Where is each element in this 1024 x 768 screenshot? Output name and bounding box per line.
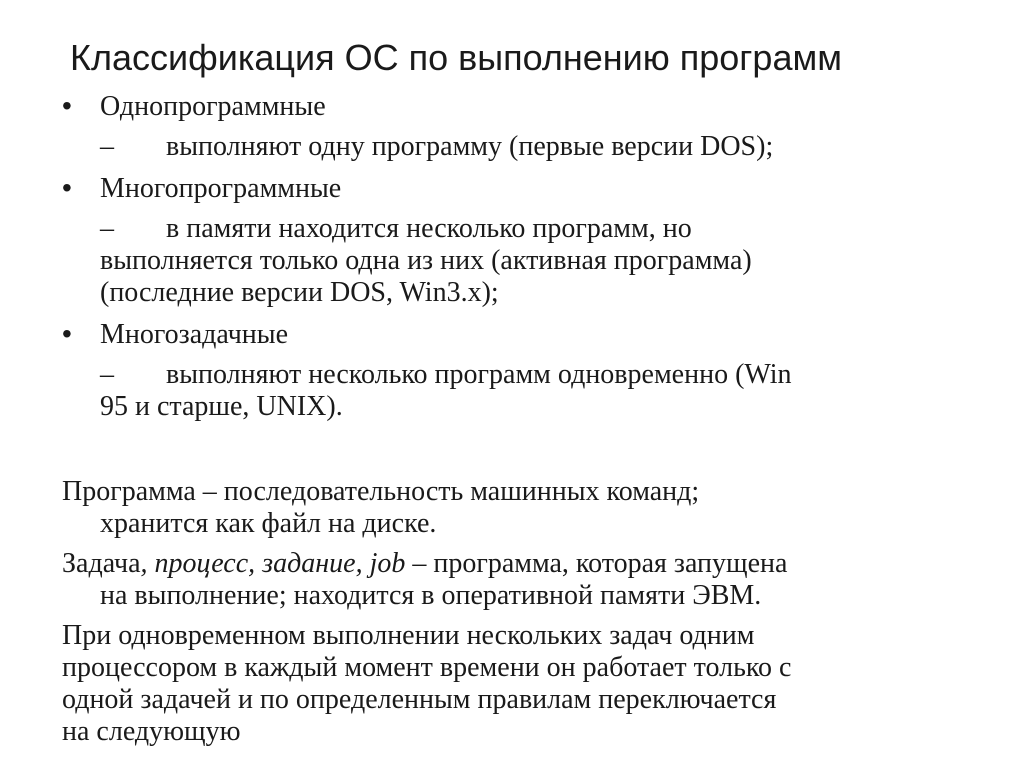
paragraph-line: процессором в каждый момент времени он работает только с [62,652,792,683]
dash-marker: – [100,213,114,244]
paragraph-line: Программа – последовательность машинных команд; [62,476,700,507]
bullet-label: Многопрограммные [100,173,342,204]
term-separator: , [355,548,370,579]
bullet-multi-program [62,172,341,205]
paragraph-task-definition [62,548,962,612]
sub-item-multitask [100,359,960,423]
term-job: job [369,548,406,579]
dash-marker: – [100,131,114,162]
sub-item-single-program [100,131,960,163]
sub-item-text: выполняют несколько программ одновременно (Win [166,359,792,390]
bullet-label: Однопрограммные [100,91,326,122]
bullet-marker: • [62,318,72,349]
bullet-single-program [62,90,326,123]
sub-item-text: 95 и старше, UNIX). [100,391,343,422]
sub-item-multi-program [100,213,960,309]
term-task: Задача [62,548,141,579]
paragraph-line: одной задачей и по определенным правилам переключается [62,684,777,715]
sub-item-text: выполняется только одна из них (активная программа) [100,245,752,276]
bullet-marker: • [62,172,72,203]
paragraph-program-definition [62,476,962,540]
dash-marker: – [100,359,114,390]
paragraph-line: на следующую [62,716,241,747]
bullet-label: Многозадачные [100,319,289,350]
paragraph-line: хранится как файл на диске. [100,508,437,539]
slide-title: Классификация ОС по выполнению программ [70,37,842,78]
bullet-marker: • [62,90,72,121]
term-assignment: , задание [248,548,356,579]
paragraph-concurrent-execution [62,620,962,748]
paragraph-line: на выполнение; находится в оперативной памяти ЭВМ. [100,580,762,611]
task-definition-text: – программа, которая запущена [405,548,788,579]
sub-item-text: (последние версии DOS, Win3.x); [100,277,499,308]
sub-item-text: выполняют одну программу (первые версии DOS); [166,131,774,162]
paragraph-line: При одновременном выполнении нескольких задач одним [62,620,755,651]
sub-item-text: в памяти находится несколько программ, но [166,213,692,244]
term-process: , процесс [140,548,249,579]
bullet-multitask [62,318,288,351]
